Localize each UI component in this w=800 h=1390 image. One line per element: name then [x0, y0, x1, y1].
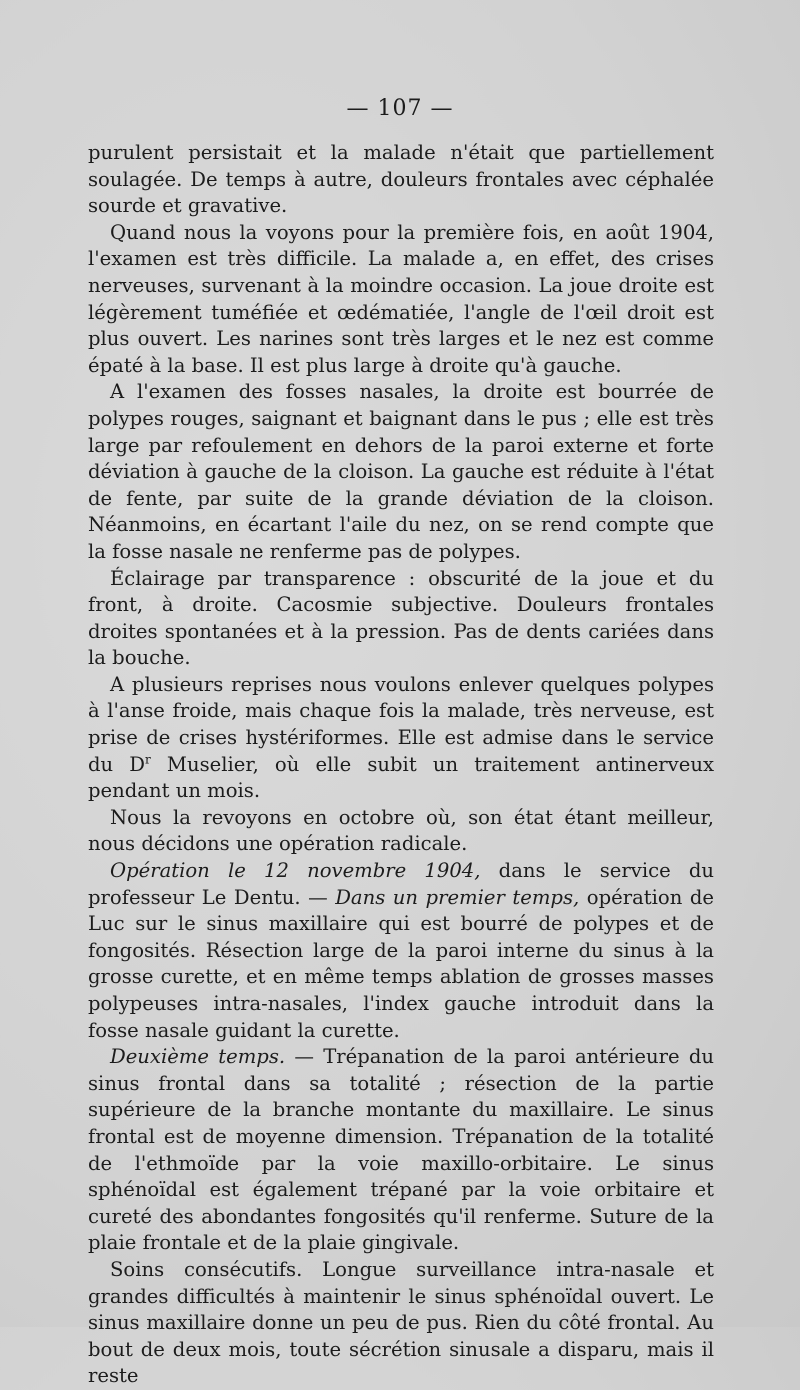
italic-heading: Deuxième temps. [110, 1045, 286, 1069]
paragraph-text: opération de Luc sur le sinus maxillaire qui est bourré de polypes et de fongosités. Résection large de la paroi interne du sinus à la grosse curette, et en même temps ablation de grosses masses polypeuses intra-nasales, l'index gauche introduit dans la fosse nasale guidant la curette. [88, 885, 714, 1042]
paragraph [88, 1044, 714, 1257]
paragraph-text: A plusieurs reprises nous voulons enlever quelques polypes à l'anse froide, mais chaque fois la malade, très nerveuse, est prise de crises hystériformes. Elle est admise dans le service du D [88, 672, 714, 776]
paragraph: purulent persistait et la malade n'était que partiellement soulagée. De temps à autre, douleurs frontales avec céphalée sourde et gravative. [88, 141, 714, 218]
paragraph [88, 672, 714, 805]
superscript: r [145, 752, 151, 767]
page-number: — 107 — [346, 96, 454, 121]
paragraph: Soins consécutifs. Longue surveillance intra-nasale et grandes difficultés à maintenir le sinus sphénoïdal ouvert. Le sinus maxillaire donne un peu de pus. Rien du côté frontal. Au bout de deux mois, toute sécrétion sinusale a disparu, mais il reste [88, 1257, 714, 1388]
paragraph: Éclairage par transparence : obscurité de la joue et du front, à droite. Cacosmie subjective. Douleurs frontales droites spontanées et à la pression. Pas de dents cariées dans la bouche. [88, 566, 714, 670]
paragraph-text: dans le service du professeur Le Dentu. — [88, 859, 714, 909]
paragraph-text: — Trépanation de la paroi antérieure du sinus frontal dans sa totalité ; résection de la partie supérieure de la branche montante du maxillaire. Le sinus frontal est de moyenne dimension. Trépanation de la totalité de l'ethmoïde par la voie maxillo-orbitaire. Le sinus sphénoïdal est également trépané par la voie orbitaire et cureté des abondantes fongosités qu'il renferme. Suture de la plaie frontale et de la plaie gingivale. [88, 1045, 714, 1255]
paragraph: Quand nous la voyons pour la première fois, en août 1904, l'examen est très difficile. La malade a, en effet, des crises nerveuses, survenant à la moindre occasion. La joue droite est légèrement tuméfiée et œdématiée, l'angle de l'œil droit est plus ouvert. Les narines sont très larges et le nez est comme épaté à la base. Il est plus large à droite qu'à gauche. [88, 220, 714, 377]
italic-heading: Opération le 12 novembre 1904, [110, 859, 481, 883]
italic-heading: Dans un premier temps, [335, 885, 580, 909]
paragraph: Nous la revoyons en octobre où, son état étant meilleur, nous décidons une opération radicale. [88, 805, 714, 856]
paragraph-text: Muselier, où elle subit un traitement antinerveux pendant un mois. [88, 752, 715, 803]
paragraph: A l'examen des fosses nasales, la droite est bourrée de polypes rouges, saignant et baignant dans le pus ; elle est très large par refoulement en dehors de la paroi externe et forte déviation à gauche de la cloison. La gauche est réduite à l'état de fente, par suite de la grande déviation de la cloison. Néanmoins, en écartant l'aile du nez, on se rend compte que la fosse nasale ne renferme pas de polypes. [88, 380, 714, 563]
paragraph [88, 858, 714, 1044]
body-text [88, 140, 714, 1390]
